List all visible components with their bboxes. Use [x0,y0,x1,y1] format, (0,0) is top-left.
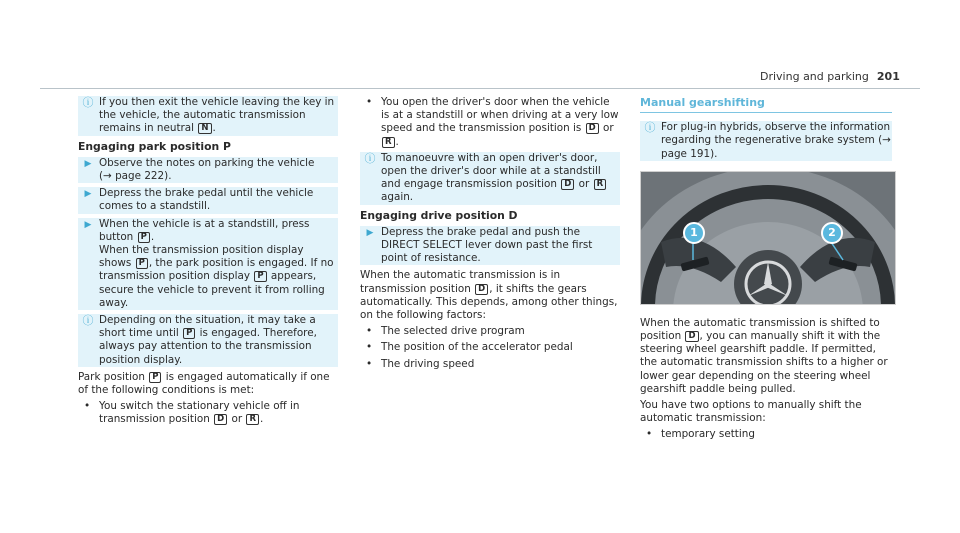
note-delay: ⓘ Depending on the situation, it may take a short time until P is engaged. Therefore, always pay attention to the transmission position display. [78,314,338,367]
steering-wheel-illustration [641,172,895,304]
info-circle-icon: ⓘ [82,314,94,328]
key-n: N [198,123,211,134]
info-circle-icon: ⓘ [644,121,656,135]
bullet-icon: • [366,96,373,108]
paragraph: When the automatic transmission is shifted to position D , you can manually shift it with the steering wheel gearshift paddle. If permitted, the automatic transmission shifts to a higher or lower gear depending on the steering wheel gearshift paddle being pulled. [640,316,888,395]
list-item: • You open the driver's door when the vehicle is at a standstill or when driving at a very low speed and the transmission position is D or R . [366,96,619,148]
info-circle-icon: ⓘ [364,151,376,165]
key-p: P [138,232,150,243]
bullet-icon: • [646,428,653,441]
step-arrow-icon: ▶ [366,227,374,238]
key-d: D [475,284,488,295]
key-p: P [183,328,195,339]
steering-wheel-image [640,171,896,305]
key-r: R [382,137,395,148]
key-d: D [685,331,698,342]
list-item: • You switch the stationary vehicle off in transmission position D or R . [84,400,300,426]
column-3 [640,96,892,445]
step-arrow-icon: ▶ [84,219,92,230]
key-p: P [136,258,148,269]
key-d: D [586,123,599,134]
key-d: D [561,179,574,190]
bullet-icon: • [84,400,91,413]
key-p: P [254,271,266,282]
step-arrow-icon: ▶ [84,189,92,200]
paragraph: When the automatic transmission is in transmission position D , it shifts the gears automatically. This depends, among other things, on the following factors: [360,269,618,322]
key-d: D [214,414,227,425]
bullet-icon: • [366,357,373,370]
column-1 [78,96,338,430]
bullet-icon: • [366,341,373,354]
bullet-icon: • [366,325,373,338]
callout-1: 1 [683,222,705,244]
section-heading: Engaging drive position D [360,208,518,222]
list-item: • temporary setting [646,428,755,441]
page-number: 201 [876,70,900,83]
step-item: ▶ Observe the notes on parking the vehicle (→ page 222). [78,157,338,183]
section-heading: Manual gearshifting [640,96,892,113]
step-arrow-icon: ▶ [84,158,92,169]
paragraph: Park position P is engaged automatically if one of the following conditions is met: [78,370,330,397]
list-item: • The position of the accelerator pedal [366,341,573,354]
step-item: ▶ When the vehicle is at a standstill, press button P . When the transmission position display shows P , the park position is engaged. If no transmission position display P appears, secure the vehicle to prevent it from rolling away. [78,218,338,310]
page-header [760,70,900,83]
note-plugin-hybrid: ⓘ For plug-in hybrids, observe the information regarding the regenerative brake system (→ page 191). [640,121,892,161]
column-2 [360,96,620,374]
key-r: R [246,414,259,425]
section-heading: Engaging park position P [78,139,231,153]
step-item: ▶ Depress the brake pedal until the vehicle comes to a standstill. [78,187,338,213]
note-neutral: ⓘ If you then exit the vehicle leaving the key in the vehicle, the automatic transmission remains in neutral N . [78,96,338,136]
info-circle-icon: ⓘ [82,96,94,109]
key-r: R [594,179,607,190]
section-title: Driving and parking [760,70,869,83]
callout-2: 2 [821,222,843,244]
step-item: ▶ Depress the brake pedal and push the DIRECT SELECT lever down past the first point of resistance. [360,226,620,266]
key-p: P [149,372,161,383]
header-divider [40,88,920,89]
list-item: • The selected drive program [366,325,525,338]
paragraph: You have two options to manually shift the automatic transmission: [640,399,862,425]
list-item: • The driving speed [366,357,475,370]
note-open-door: ⓘ To manoeuvre with an open driver's door, open the driver's door while at a standstill and engage transmission position D or R again. [360,152,620,205]
